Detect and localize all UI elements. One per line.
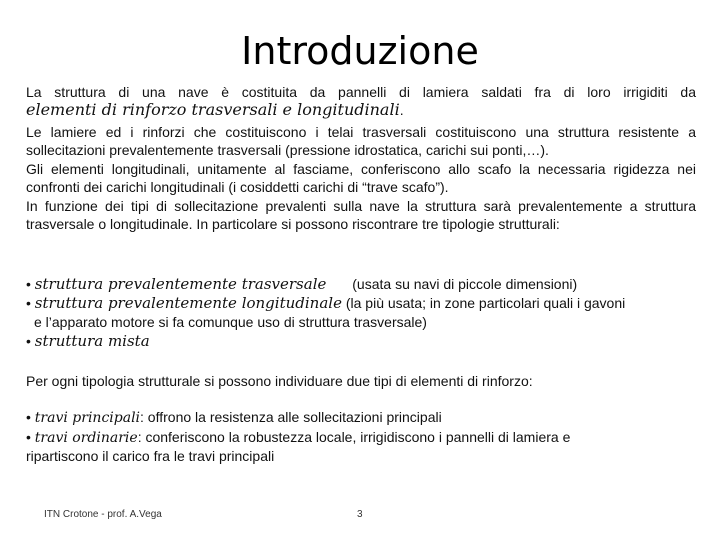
intro-line: La struttura di una nave è costituita da pannelli di lamiera saldati fra di loro irrigiditi da: [26, 84, 696, 100]
paragraph-transverse: Le lamiere ed i rinforzi che costituiscono i telai trasversali costituiscono una struttura resistente a sollecitazioni prevalentemente trasversali (pressione idrostatica, carichi sui ponti,…).: [26, 124, 696, 158]
paragraph-typologies: In funzione dei tipi di sollecitazione prevalenti sulla nave la struttura sarà prevalentemente a struttura trasversale o longitudinale. In particolare si possono riscontrare tre tipologie strutturali:: [26, 198, 696, 232]
intro-emphasis: elementi di rinforzo trasversali e longitudinali: [26, 100, 400, 119]
bullet: •: [26, 276, 31, 292]
paragraph-longitudinal: [26, 160, 696, 196]
bullet: •: [26, 333, 31, 349]
list-item: [26, 275, 706, 294]
paragraph-reinforcement-intro: Per ogni tipologia strutturale si possono individuare due tipi di elementi di rinforzo:: [26, 373, 533, 389]
intro-emphasis-line: [26, 101, 696, 119]
type-note: (usata su navi di piccole dimensioni): [352, 276, 578, 292]
reinforcement-name: travi principali: [34, 410, 141, 426]
paragraph-longitudinal-text: Gli elementi longitudinali, unitamente al fasciame, conferiscono allo scafo la necessaria rigidezza nei confronti dei carichi longitudinali (i cosiddetti carichi di “: [26, 161, 696, 195]
reinforcement-desc: : conferiscono la robustezza locale, irrigidiscono i pannelli di lamiera e: [137, 429, 571, 445]
bullet: •: [26, 295, 31, 311]
type-note: (la più usata; in zone particolari quali i gavoni: [345, 295, 626, 311]
trave-scafo-term: trave scafo: [366, 179, 436, 195]
list-item-continuation: ripartiscono il carico fra le travi principali: [26, 448, 275, 464]
page-number: 3: [357, 509, 363, 520]
list-item-continuation: [34, 313, 714, 332]
type-name: struttura prevalentemente trasversale: [34, 275, 327, 293]
type-name: struttura mista: [34, 332, 150, 350]
paragraph-longitudinal-end: ”).: [435, 179, 449, 195]
type-note: e l’apparato motore si fa comunque uso di struttura trasversale): [34, 314, 427, 330]
list-item: [26, 332, 706, 351]
intro-period: .: [399, 102, 404, 118]
list-item: [26, 428, 706, 448]
footer-author: ITN Crotone - prof. A.Vega: [44, 509, 162, 520]
type-name: struttura prevalentemente longitudinale: [34, 294, 342, 312]
bullet: •: [26, 429, 31, 445]
list-item: [26, 408, 706, 428]
slide-title: Introduzione: [241, 29, 479, 73]
reinforcement-desc: : offrono la resistenza alle sollecitazioni principali: [140, 409, 442, 425]
list-item: [26, 294, 706, 313]
bullet: •: [26, 409, 31, 425]
reinforcement-name: travi ordinarie: [34, 430, 138, 446]
